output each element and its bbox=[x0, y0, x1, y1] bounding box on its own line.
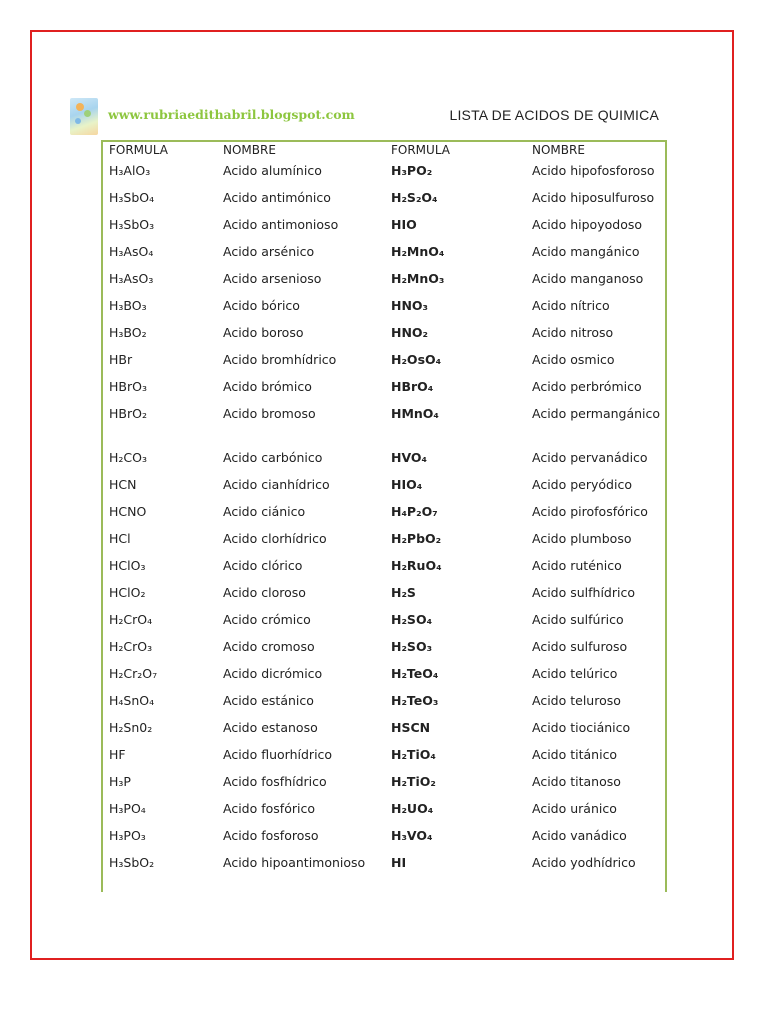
name-cell-2: Acido perbrómico bbox=[532, 379, 642, 394]
name-cell-2: Acido permangánico bbox=[532, 406, 661, 421]
table-row bbox=[103, 823, 667, 850]
blog-logo-icon bbox=[70, 98, 98, 135]
name-cell: Acido cloroso bbox=[223, 585, 306, 600]
formula-cell-2: H₂TiO₄ bbox=[391, 747, 436, 762]
table-row bbox=[103, 293, 667, 320]
acids-table bbox=[103, 142, 667, 877]
name-cell-2: Acido hipoyodoso bbox=[532, 217, 642, 232]
name-cell: Acido brómico bbox=[223, 379, 312, 394]
formula-cell-2: HNO₂ bbox=[391, 325, 429, 340]
formula-cell-2: H₂SO₄ bbox=[391, 612, 433, 627]
formula-cell: HClO₃ bbox=[109, 558, 146, 573]
name-cell: Acido cromoso bbox=[223, 639, 315, 654]
name-cell: Acido arsénico bbox=[223, 244, 315, 259]
formula-cell-2: H₄P₂O₇ bbox=[391, 504, 438, 519]
formula-cell-2: HVO₄ bbox=[391, 450, 428, 465]
site-url-link[interactable]: www.rubriaedithabril.blogspot.com bbox=[108, 107, 355, 122]
table-row bbox=[103, 212, 667, 239]
table-row bbox=[103, 661, 667, 688]
formula-cell: H₄SnO₄ bbox=[109, 693, 155, 708]
formula-cell-2: H₂TiO₂ bbox=[391, 774, 436, 789]
name-cell: Acido fosfórico bbox=[223, 801, 315, 816]
name-cell: Acido fosforoso bbox=[223, 828, 319, 843]
name-cell-2: Acido telúrico bbox=[532, 666, 618, 681]
formula-cell: H₃AsO₄ bbox=[109, 244, 154, 259]
formula-cell-2: H₂RuO₄ bbox=[391, 558, 442, 573]
name-cell: Acido ciánico bbox=[223, 504, 306, 519]
formula-cell-2: H₂UO₄ bbox=[391, 801, 434, 816]
name-cell: Acido alumínico bbox=[223, 163, 322, 178]
formula-cell: HCNO bbox=[109, 504, 147, 519]
formula-cell: H₃BO₂ bbox=[109, 325, 147, 340]
name-cell-2: Acido nitroso bbox=[532, 325, 614, 340]
name-cell: Acido clórico bbox=[223, 558, 303, 573]
name-cell: Acido boroso bbox=[223, 325, 304, 340]
table-row bbox=[103, 239, 667, 266]
name-cell-2: Acido hiposulfuroso bbox=[532, 190, 655, 205]
formula-cell-2: H₂S₂O₄ bbox=[391, 190, 438, 205]
name-cell: Acido fosfhídrico bbox=[223, 774, 327, 789]
table-row bbox=[103, 715, 667, 742]
table-row bbox=[103, 634, 667, 661]
name-cell: Acido fluorhídrico bbox=[223, 747, 333, 762]
name-cell: Acido bromhídrico bbox=[223, 352, 337, 367]
formula-cell-2: H₂S bbox=[391, 585, 416, 600]
name-cell-2: Acido vanádico bbox=[532, 828, 627, 843]
table-row bbox=[103, 472, 667, 499]
formula-cell: H₃SbO₂ bbox=[109, 855, 155, 870]
name-cell: Acido bromoso bbox=[223, 406, 316, 421]
name-cell-2: Acido manganoso bbox=[532, 271, 644, 286]
formula-cell-2: HSCN bbox=[391, 720, 431, 735]
formula-cell-2: H₂MnO₃ bbox=[391, 271, 445, 286]
name-cell: Acido dicrómico bbox=[223, 666, 323, 681]
table-row bbox=[103, 742, 667, 769]
formula-cell: H₂Cr₂O₇ bbox=[109, 666, 158, 681]
formula-cell: H₂CO₃ bbox=[109, 450, 147, 465]
formula-cell-2: HNO₃ bbox=[391, 298, 429, 313]
acids-table-container bbox=[101, 140, 667, 892]
name-cell: Acido cianhídrico bbox=[223, 477, 330, 492]
name-cell-2: Acido mangánico bbox=[532, 244, 640, 259]
document-title: LISTA DE ACIDOS DE QUIMICA bbox=[449, 107, 659, 123]
name-cell-2: Acido sulfuroso bbox=[532, 639, 628, 654]
name-cell: Acido estánico bbox=[223, 693, 314, 708]
formula-cell-2: HI bbox=[391, 855, 407, 870]
document-header bbox=[70, 98, 670, 136]
name-cell: Acido carbónico bbox=[223, 450, 323, 465]
formula-cell-2: H₃PO₂ bbox=[391, 163, 433, 178]
name-cell: Acido clorhídrico bbox=[223, 531, 327, 546]
formula-cell: HBrO₃ bbox=[109, 379, 147, 394]
name-cell-2: Acido titanoso bbox=[532, 774, 621, 789]
table-row bbox=[103, 688, 667, 715]
name-cell: Acido arsenioso bbox=[223, 271, 322, 286]
table-header-row bbox=[103, 142, 667, 158]
name-cell-2: Acido pervanádico bbox=[532, 450, 648, 465]
formula-cell-2: H₂PbO₂ bbox=[391, 531, 442, 546]
formula-cell-2: HIO bbox=[391, 217, 417, 232]
name-cell: Acido bórico bbox=[223, 298, 300, 313]
formula-cell-2: HIO₄ bbox=[391, 477, 423, 492]
name-cell-2: Acido nítrico bbox=[532, 298, 610, 313]
name-cell: Acido hipoantimonioso bbox=[223, 855, 366, 870]
name-cell-2: Acido yodhídrico bbox=[532, 855, 636, 870]
formula-cell: H₃SbO₄ bbox=[109, 190, 155, 205]
table-row bbox=[103, 158, 667, 185]
formula-cell-2: H₂SO₃ bbox=[391, 639, 433, 654]
formula-cell: HClO₂ bbox=[109, 585, 146, 600]
name-cell-2: Acido pirofosfórico bbox=[532, 504, 648, 519]
table-row bbox=[103, 374, 667, 401]
name-cell-2: Acido peryódico bbox=[532, 477, 632, 492]
formula-cell: H₂CrO₃ bbox=[109, 639, 153, 654]
formula-cell: HCN bbox=[109, 477, 137, 492]
column-header-nombre-2: NOMBRE bbox=[532, 143, 585, 157]
table-row bbox=[103, 553, 667, 580]
formula-cell-2: H₂MnO₄ bbox=[391, 244, 445, 259]
table-row bbox=[103, 769, 667, 796]
name-cell-2: Acido tiociánico bbox=[532, 720, 631, 735]
table-row bbox=[103, 607, 667, 634]
column-header-formula: FORMULA bbox=[109, 143, 168, 157]
formula-cell: H₃AsO₃ bbox=[109, 271, 154, 286]
table-row bbox=[103, 499, 667, 526]
name-cell-2: Acido titánico bbox=[532, 747, 618, 762]
formula-cell: H₃BO₃ bbox=[109, 298, 147, 313]
name-cell: Acido estanoso bbox=[223, 720, 318, 735]
formula-cell: H₃SbO₃ bbox=[109, 217, 155, 232]
name-cell-2: Acido osmico bbox=[532, 352, 615, 367]
table-row bbox=[103, 347, 667, 374]
name-cell-2: Acido plumboso bbox=[532, 531, 632, 546]
name-cell-2: Acido sulfúrico bbox=[532, 612, 624, 627]
name-cell: Acido crómico bbox=[223, 612, 311, 627]
table-row bbox=[103, 185, 667, 212]
table-row bbox=[103, 796, 667, 823]
formula-cell: H₃AlO₃ bbox=[109, 163, 151, 178]
formula-cell: H₃PO₃ bbox=[109, 828, 146, 843]
name-cell-2: Acido hipofosforoso bbox=[532, 163, 655, 178]
formula-cell-2: H₂OsO₄ bbox=[391, 352, 442, 367]
name-cell-2: Acido ruténico bbox=[532, 558, 622, 573]
formula-cell: HF bbox=[109, 747, 126, 762]
name-cell-2: Acido uránico bbox=[532, 801, 617, 816]
table-row bbox=[103, 580, 667, 607]
table-row bbox=[103, 401, 667, 445]
table-row bbox=[103, 526, 667, 553]
table-row bbox=[103, 445, 667, 472]
formula-cell: HBr bbox=[109, 352, 133, 367]
formula-cell: H₃P bbox=[109, 774, 131, 789]
table-row bbox=[103, 850, 667, 877]
formula-cell-2: H₂TeO₃ bbox=[391, 693, 439, 708]
table-row bbox=[103, 266, 667, 293]
formula-cell-2: HBrO₄ bbox=[391, 379, 434, 394]
formula-cell: HBrO₂ bbox=[109, 406, 147, 421]
name-cell: Acido antimónico bbox=[223, 190, 331, 205]
formula-cell-2: HMnO₄ bbox=[391, 406, 439, 421]
column-header-nombre: NOMBRE bbox=[223, 143, 276, 157]
formula-cell: H₃PO₄ bbox=[109, 801, 146, 816]
name-cell-2: Acido teluroso bbox=[532, 693, 621, 708]
name-cell: Acido antimonioso bbox=[223, 217, 339, 232]
name-cell-2: Acido sulfhídrico bbox=[532, 585, 636, 600]
formula-cell-2: H₂TeO₄ bbox=[391, 666, 439, 681]
formula-cell: H₂Sn0₂ bbox=[109, 720, 153, 735]
formula-cell-2: H₃VO₄ bbox=[391, 828, 433, 843]
table-row bbox=[103, 320, 667, 347]
formula-cell: HCl bbox=[109, 531, 131, 546]
column-header-formula-2: FORMULA bbox=[391, 143, 450, 157]
formula-cell: H₂CrO₄ bbox=[109, 612, 153, 627]
